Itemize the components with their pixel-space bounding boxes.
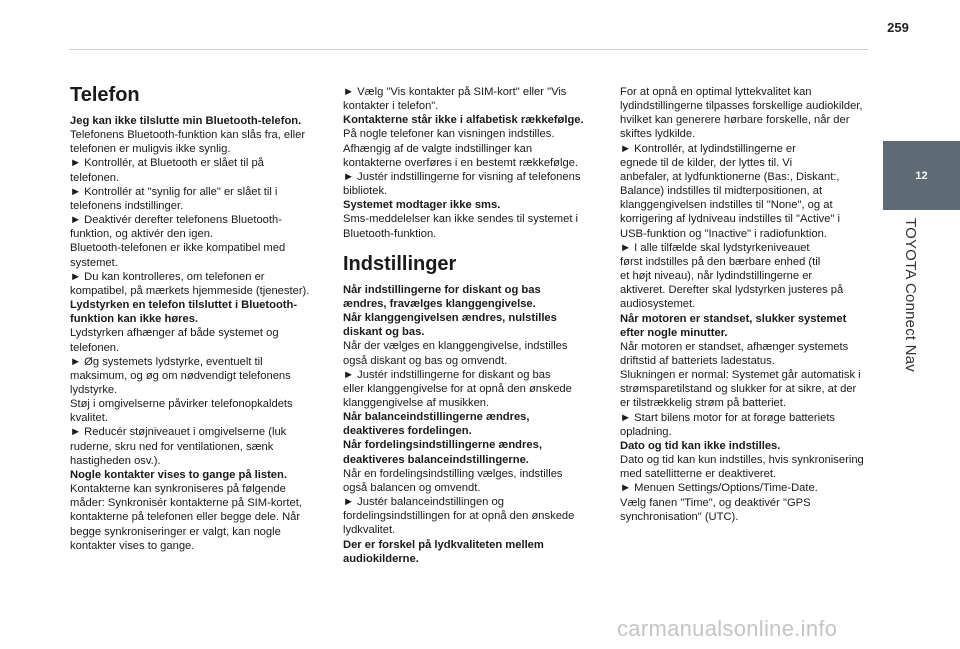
- text-line: ► Kontrollér, at Bluetooth er slået til på: [70, 157, 264, 170]
- text-line: Kontakterne kan synkroniseres på følgende: [70, 483, 286, 496]
- section-heading-telefon: Telefon: [70, 84, 140, 106]
- text-line: ► Kontrollér at "synlig for alle" er slået til i: [70, 185, 278, 198]
- text-line-bold: Der er forskel på lydkvaliteten mellem: [343, 538, 544, 551]
- text-line-bold: Lydstyrken en telefon tilsluttet i Bluetooth-: [70, 299, 298, 312]
- text-line: ► Start bilens motor for at forøge batteriets: [620, 411, 836, 424]
- text-line: ► Justér indstillingerne for visning af telefonens: [343, 170, 581, 183]
- text-line: ► Justér balanceindstillingen og: [343, 496, 504, 509]
- text-line-bold: deaktiveres fordelingen.: [343, 425, 472, 438]
- text-line: telefonens indstillinger.: [70, 199, 184, 212]
- text-line: Når motoren er standset, afhænger systemets: [620, 340, 849, 353]
- column-middle-body-top: [343, 85, 603, 241]
- text-line-bold: ændres, fravælges klanggengivelse.: [343, 297, 536, 310]
- text-line: ► Du kan kontrolleres, om telefonen er: [70, 270, 265, 283]
- text-line: hastigheden osv.).: [70, 454, 161, 467]
- text-line-bold: Dato og tid kan ikke indstilles.: [620, 439, 781, 452]
- text-line: kompatibel, på mærkets hjemmeside (tjenester).: [70, 284, 310, 297]
- text-line: klanggengivelsen indstilles til "None", og at: [620, 199, 833, 212]
- text-line: hvilket kan generere hørbare forskelle, når der: [620, 114, 850, 127]
- column-middle: [343, 85, 603, 566]
- text-line: Afhængig af de valgte indstillinger kan: [343, 142, 533, 155]
- text-line: For at opnå en optimal lyttekvalitet kan: [620, 86, 812, 98]
- text-line: Støj i omgivelserne påvirker telefonopkaldets: [70, 398, 293, 411]
- text-line-bold: diskant og bas.: [343, 326, 425, 339]
- text-line: også balancen og omvendt.: [343, 481, 481, 494]
- header-rule: [69, 49, 868, 50]
- text-line: Sms-meddelelser kan ikke sendes til systemet i: [343, 213, 579, 226]
- text-line: begge synkroniseringer er valgt, kan nogle: [70, 525, 281, 538]
- text-line: ► Kontrollér, at lydindstillingerne er: [620, 142, 796, 155]
- chapter-tab: [883, 141, 960, 210]
- text-line: driftstid af batteriets ladestatus.: [620, 354, 775, 367]
- text-line-bold: Når fordelingsindstillingerne ændres,: [343, 439, 542, 452]
- text-line: ► Øg systemets lydstyrke, eventuelt til: [70, 355, 263, 368]
- text-line: telefonen.: [70, 171, 120, 184]
- text-line-bold: deaktiveres balanceindstillingerne.: [343, 453, 529, 466]
- text-line: eller klanggengivelse for at opnå den ønskede: [343, 382, 572, 395]
- text-line: med satellitterne er deaktiveret.: [620, 468, 777, 481]
- text-line: Dato og tid kan kun indstilles, hvis synkronisering: [620, 454, 864, 467]
- text-line: lydindstillingerne tilpasses forskellige audiokilder,: [620, 100, 863, 113]
- text-line: synchronisation" (UTC).: [620, 510, 739, 523]
- column-left-body: [70, 114, 330, 553]
- text-line: kvalitet.: [70, 412, 108, 425]
- text-line: kontakter i telefon".: [343, 100, 439, 113]
- text-line: bibliotek.: [343, 185, 388, 198]
- text-line-bold: funktion kan ikke høres.: [70, 313, 199, 326]
- text-line: ruderne, skru ned for ventilationen, sænk: [70, 440, 274, 453]
- text-line: maksimum, og øg om nødvendigt telefonens: [70, 369, 291, 382]
- text-line-bold: efter nogle minutter.: [620, 326, 728, 339]
- section-heading-indstillinger: Indstillinger: [343, 252, 457, 275]
- text-line: også diskant og bas og omvendt.: [343, 354, 508, 367]
- text-line-bold: Når indstillingerne for diskant og bas: [343, 283, 541, 296]
- text-line: funktion, og aktivér den igen.: [70, 228, 214, 241]
- text-line: Bluetooth-telefonen er ikke kompatibel med: [70, 242, 286, 255]
- text-line: ► Menuen Settings/Options/Time-Date.: [620, 482, 818, 495]
- text-line: På nogle telefoner kan visningen indstilles.: [343, 128, 555, 141]
- text-line: klanggengivelse af musikken.: [343, 396, 490, 409]
- text-line: audiosystemet.: [620, 298, 696, 311]
- text-line-bold: Når klanggengivelsen ændres, nulstilles: [343, 312, 557, 325]
- text-line: Bluetooth-funktion.: [343, 227, 437, 240]
- text-line-bold: Når balanceindstillingerne ændres,: [343, 411, 530, 424]
- text-line-bold: audiokilderne.: [343, 552, 419, 565]
- text-line: telefonen.: [70, 341, 120, 354]
- text-line: ► I alle tilfælde skal lydstyrkeniveauet: [620, 241, 810, 254]
- text-line: Slukningen er normal: Systemet går automatisk i: [620, 369, 861, 382]
- text-line: fordelingsindstillingen for at opnå den ønskede: [343, 510, 575, 523]
- column-left: [70, 83, 330, 553]
- column-right-body: [620, 85, 880, 524]
- text-line: et højt niveau), når lydindstillingerne er: [620, 270, 813, 283]
- text-line: aktiveret. Derefter skal lydstyrken justeres på: [620, 284, 844, 297]
- text-line: ► Deaktivér derefter telefonens Bluetooth-: [70, 214, 282, 227]
- page-number: 259: [887, 20, 909, 35]
- text-line: Vælg fanen "Time", og deaktivér "GPS: [620, 496, 811, 509]
- text-line: kontakterne på telefonen eller begge dele. Når: [70, 511, 301, 524]
- text-line: skiftes lydkilde.: [620, 128, 696, 141]
- text-line: systemet.: [70, 256, 118, 269]
- text-line-bold: Kontakterne står ikke i alfabetisk rækkefølge.: [343, 114, 584, 127]
- text-line: ► Justér indstillingerne for diskant og bas: [343, 368, 551, 381]
- text-line: korrigering af lydniveau indstilles til "Active" i: [620, 213, 840, 226]
- text-line: lydkvalitet.: [343, 524, 396, 537]
- text-line-bold: Når motoren er standset, slukker systemet: [620, 312, 847, 325]
- text-line: lydstyrke.: [70, 383, 118, 396]
- text-line: kontakterne overføres i en bestemt rækkefølge.: [343, 156, 579, 169]
- chapter-tab-number: 12: [915, 169, 928, 182]
- text-line: Balance) indstilles til midterpositionen, at: [620, 185, 823, 198]
- text-line: først indstilles på den bærbare enhed (til: [620, 255, 821, 268]
- text-line: USB-funktion og "Inactive" i radiofunktion.: [620, 227, 827, 240]
- text-line: egnede til de kilder, der lyttes til. Vi: [620, 156, 793, 169]
- text-line: anbefaler, at lydfunktionerne (Bas:, Diskant:,: [620, 170, 840, 183]
- text-line-bold: Nogle kontakter vises to gange på listen.: [70, 468, 287, 481]
- text-line: ► Vælg "Vis kontakter på SIM-kort" eller "Vis: [343, 86, 567, 98]
- column-middle-body-bottom: [343, 283, 603, 566]
- text-line-bold: Jeg kan ikke tilslutte min Bluetooth-telefon.: [70, 115, 302, 127]
- text-line-bold: Systemet modtager ikke sms.: [343, 199, 501, 212]
- text-line: er tilstrækkelig strøm på batteriet.: [620, 397, 786, 410]
- column-right: [620, 85, 880, 524]
- text-line: Lydstyrken afhænger af både systemet og: [70, 327, 279, 340]
- text-line: opladning.: [620, 425, 672, 438]
- watermark: carmanualsonline.info: [617, 616, 838, 641]
- text-line: Når en fordelingsindstilling vælges, indstilles: [343, 467, 563, 480]
- text-line: måder: Synkronisér kontakterne på SIM-kortet,: [70, 497, 302, 510]
- text-line: Telefonens Bluetooth-funktion kan slås fra, eller: [70, 129, 306, 142]
- text-line: ► Reducér støjniveauet i omgivelserne (luk: [70, 426, 287, 439]
- text-line: strømsparetilstand og slukker for at sikre, at der: [620, 383, 857, 396]
- text-line: Når der vælges en klanggengivelse, indstilles: [343, 340, 568, 353]
- text-line: telefonen er muligvis ikke synlig.: [70, 143, 231, 156]
- chapter-title: TOYOTA Connect Nav: [902, 218, 919, 372]
- text-line: kontakter vises to gange.: [70, 539, 195, 552]
